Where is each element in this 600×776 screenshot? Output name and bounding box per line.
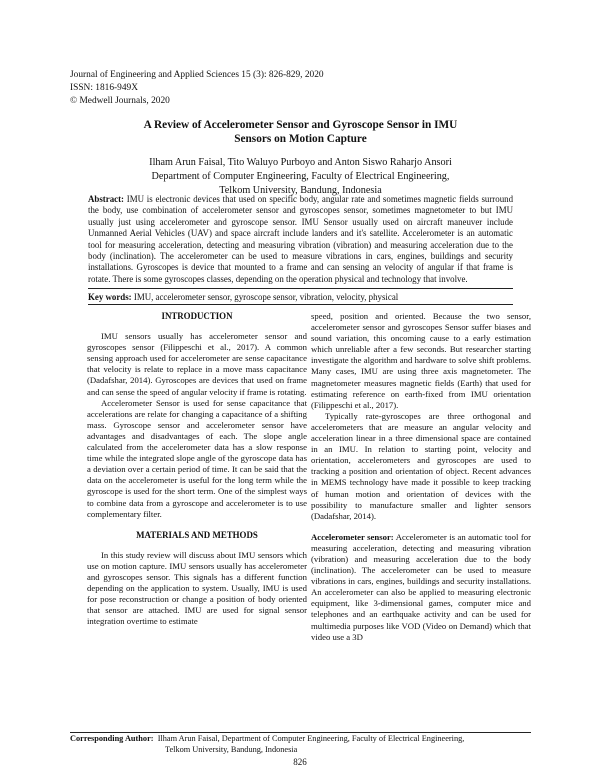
right-paragraph-1: speed, position and oriented. Because the two sensor, accelerometer sensor and gyroscopes Sensor suffer biases and sound variation, this oncoming cause to a early estimation which unreliable after a few seconds. But researcher starting investigate the algorithm and hardware to solve shift problems. Many cases, IMU are using three axis magnetometer. The magnetometer measures magnetic fields (Earth) that used for estimating reference on earth-fixed from IMU orientation (Filippeschi et al., 2017). [311, 311, 531, 410]
corresponding-author [70, 734, 464, 745]
corresponding-author-line1: Ilham Arun Faisal, Department of Computer Engineering, Faculty of Electrical Engineering, [157, 734, 465, 743]
paper-title-line1: A Review of Accelerometer Sensor and Gyroscope Sensor in IMU [143, 119, 458, 131]
author-university: Telkom University, Bandung, Indonesia [219, 185, 382, 196]
paper-title-line2: Sensors on Motion Capture [234, 133, 367, 145]
keywords-divider [88, 304, 513, 305]
journal-citation: Journal of Engineering and Applied Sciences 15 (3): 826-829, 2020 [70, 70, 324, 80]
corresponding-author-line2: Telkom University, Bandung, Indonesia [165, 745, 298, 754]
accelerometer-label: Accelerometer sensor: [311, 531, 394, 542]
paper-title [70, 118, 531, 146]
journal-header [70, 69, 324, 108]
journal-issn: ISSN: 1816-949X [70, 83, 138, 93]
corresponding-author-label: Corresponding Author: [70, 734, 154, 743]
accelerometer-text: Accelerometer is an automatic tool for measuring acceleration, detecting and measuring vibration (vibration) and measuring acceleration due to the body (inclination). The accelerometer can be used to measure vibrations in cars, engines, buildings and security installations. An accelerometer can also be applied to measuring electronic equipment, like 3-dimensional games, computer mice and telephones and an earthquake activity and can be used for multimedia purposes like VOD (Video on Demand) which that video use a 3D [311, 531, 531, 642]
author-department: Department of Computer Engineering, Faculty of Electrical Engineering, [151, 171, 450, 182]
keywords-text: IMU, accelerometer sensor, gyroscope sensor, vibration, velocity, physical [133, 292, 399, 302]
introduction-paragraph-2: Accelerometer Sensor is used for sense capacitance that accelerations are relate for changing a capacitance of a shifting mass. Gyroscope sensor and accelerometer sensor have advantages and disadvantages of each. The slope angle calculated from the accelerometer data has a slow response time while the integrated slope angle of the gyroscope data has a deviation over a certain period of time. It can be said that the data on the accelerometer is useful for the long term while the gyroscope is used for the short term. One of the simplest ways to combine data from a gyroscope and accelerometer is to use complementary filter. [87, 397, 307, 519]
left-column [87, 311, 307, 627]
introduction-paragraph-1: IMU sensors usually has accelerometer sensor and gyroscopes sensor (Filippeschi et al., 2017). A common sensing approach used for accelerometer are sense capacitance that velocity is relate to replace in a move mass capacitance (Dadafshar, 2014). Gyroscopes are devices that used on frame and can sense the speed of angular velocity if frame is rotating. [87, 331, 307, 397]
methods-paragraph-1: In this study review will discuss about IMU sensors which use on motion capture. IMU sensors usually has accelerometer and gyroscopes sensor. This signals has a different function depending on the application to system. Usually, IMU is used for pose reconstruction or change a position of body oriented that sensor are attached. IMU are used for signal sensor integration overtime to estimate [87, 549, 307, 627]
footer-divider [70, 732, 531, 733]
abstract-divider [88, 288, 513, 289]
keywords [88, 292, 513, 303]
abstract [88, 194, 513, 285]
page-number: 826 [293, 757, 307, 767]
right-paragraph-2: Typically rate-gyroscopes are three orthogonal and accelerometers that are measure an angular velocity and acceleration linear in a three dimensional space are contained in an IMU. In relation to starting point, velocity and orientation, accelerometers and gyroscopes are used to tracking a position and orientation of object. Recent advances in MEMS technology have made it possible to keep tracking of human motion and orientation of devices with the possibility to manufacture smaller and lighter sensors (Dadafshar, 2014). [311, 410, 531, 521]
author-block [70, 156, 531, 198]
right-column [311, 311, 531, 643]
journal-copyright: © Medwell Journals, 2020 [70, 96, 170, 106]
abstract-label: Abstract: [88, 194, 124, 204]
author-names: Ilham Arun Faisal, Tito Waluyo Purboyo and Anton Siswo Raharjo Ansori [149, 157, 452, 168]
methods-heading: MATERIALS AND METHODS [136, 529, 258, 540]
abstract-text: IMU is electronic devices that used on specific body, angular rate and sometimes magnetic fields surround the body, use combination of accelerometer sensor and gyroscopes sensor, sometimes magnetometer to but IMU usually just using accelerometer and gyroscope sensor. IMU Sensor usually used on aircraft maneuver include Unmanned Aerial Vehicles (UAV) and space aircraft include landers and it's satellite. Accelerometer is an automatic tool for measuring acceleration, detecting and measuring vibration (vibration) and measuring acceleration due to the body (inclination). The accelerometer can be used to measure vibrations in cars, engines, buildings and security installations. Gyroscopes is device that mounted to a frame and can sensing an velocity of angular if that frame is rotate. There is some gyroscopes classes, depending on the operation physical and technology that involve. [88, 194, 514, 284]
keywords-label: Key words: [88, 292, 132, 302]
accelerometer-section [311, 532, 531, 643]
introduction-heading: INTRODUCTION [161, 311, 233, 321]
